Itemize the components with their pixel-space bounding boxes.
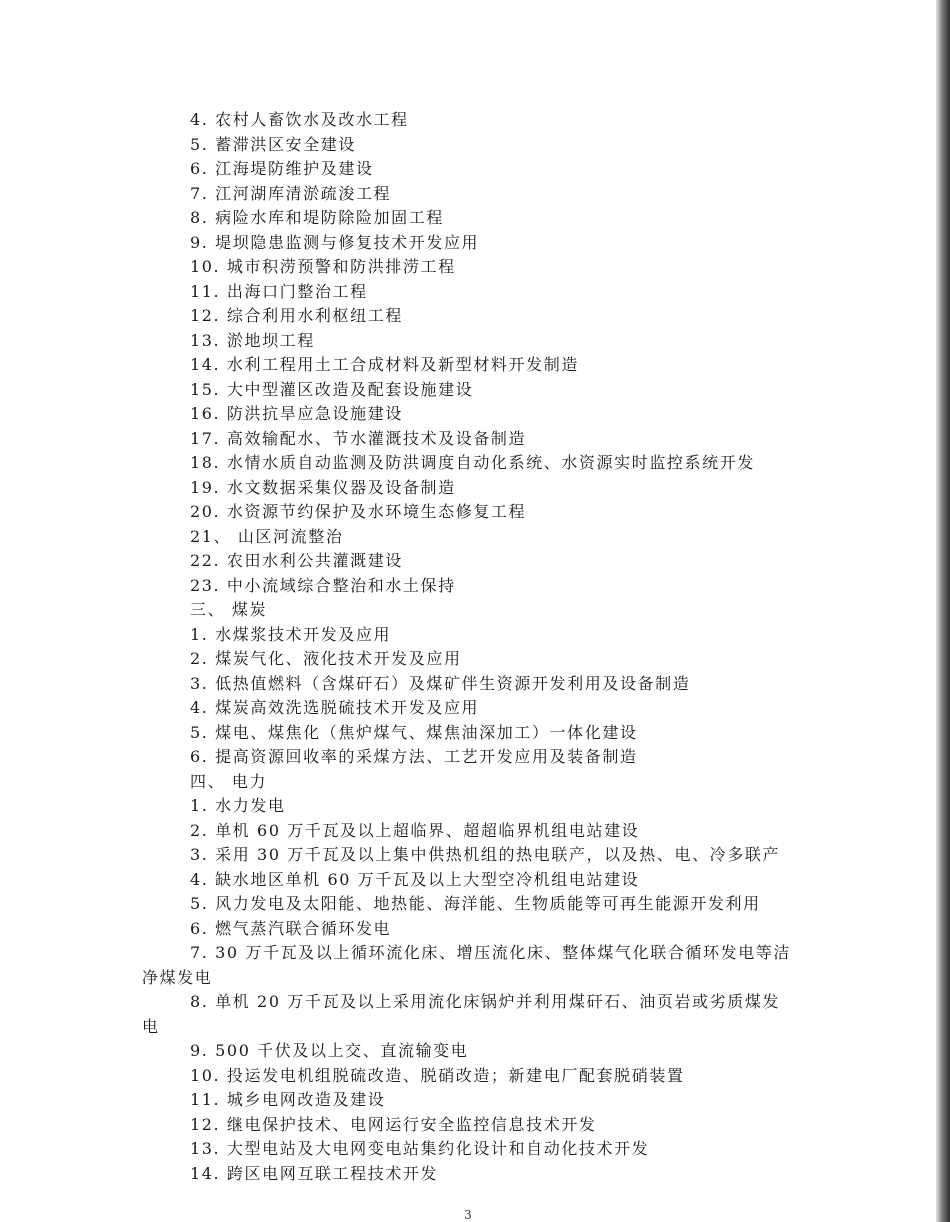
text-line: 四、 电力 [190,771,268,791]
text-line: 12. 综合利用水利枢纽工程 [190,306,403,325]
text-line: 16. 防洪抗旱应急设施建设 [190,404,403,423]
text-line: 5. 风力发电及太阳能、地热能、海洋能、生物质能等可再生能源开发利用 [190,894,761,913]
text-line: 7. 江河湖库清淤疏浚工程 [190,183,392,203]
text-line: 3. 低热值燃料（含煤矸石）及煤矿伴生资源开发利用及设备制造 [190,673,691,693]
text-line: 2. 煤炭气化、液化技术开发及应用 [190,649,462,668]
text-line: 1. 水煤浆技术开发及应用 [190,624,392,644]
text-line: 5. 煤电、煤焦化（焦炉煤气、煤焦油深加工）一体化建设 [190,722,638,742]
text-line: 7. 30 万千瓦及以上循环流化床、增压流化床、整体煤气化联合循环发电等洁净煤发电 [142,943,791,987]
text-line: 21、 山区河流整治 [190,526,344,546]
text-line: 13. 淤地坝工程 [190,330,315,350]
text-line: 8. 单机 20 万千瓦及以上采用流化床锅炉并利用煤矸石、油页岩或劣质煤发电 [142,992,781,1036]
text-line: 6. 提高资源回收率的采煤方法、工艺开发应用及装备制造 [190,747,638,766]
page-number: 3 [464,1208,472,1222]
text-line: 9. 500 千伏及以上交、直流输变电 [190,1041,469,1060]
text-line: 10. 投运发电机组脱硫改造、脱硝改造；新建电厂配套脱硝装置 [190,1065,685,1085]
text-line: 23. 中小流域综合整治和水土保持 [190,575,456,595]
text-line: 14. 跨区电网互联工程技术开发 [190,1163,439,1183]
text-line: 10. 城市积涝预警和防洪排涝工程 [190,257,456,276]
document-body [142,108,802,1186]
text-line: 8. 病险水库和堤防除险加固工程 [190,208,444,227]
text-line: 4. 煤炭高效洗选脱硫技术开发及应用 [190,698,480,717]
text-line: 4. 缺水地区单机 60 万千瓦及以上大型空冷机组电站建设 [190,869,640,889]
text-line: 20. 水资源节约保护及水环境生态修复工程 [190,502,527,521]
text-line: 9. 堤坝隐患监测与修复技术开发应用 [190,232,480,252]
text-line: 6. 燃气蒸汽联合循环发电 [190,918,392,938]
text-line: 1. 水力发电 [190,796,286,815]
text-line: 22. 农田水利公共灌溉建设 [190,551,403,570]
text-line: 3. 采用 30 万千瓦及以上集中供热机组的热电联产，以及热、电、冷多联产 [190,845,781,864]
text-line: 15. 大中型灌区改造及配套设施建设 [190,379,474,399]
text-line: 13. 大型电站及大电网变电站集约化设计和自动化技术开发 [190,1139,650,1158]
text-line: 4. 农村人畜饮水及改水工程 [190,110,409,129]
text-line: 14. 水利工程用土工合成材料及新型材料开发制造 [190,355,579,374]
text-line: 17. 高效输配水、节水灌溉技术及设备制造 [190,428,527,448]
text-line: 19. 水文数据采集仪器及设备制造 [190,477,456,497]
text-line: 11. 出海口门整治工程 [190,281,368,301]
text-line: 12. 继电保护技术、电网运行安全监控信息技术开发 [190,1114,597,1134]
page-edge-shadow [936,0,950,1222]
text-line: 6. 江海堤防维护及建设 [190,159,374,178]
text-line: 三、 煤炭 [190,600,268,619]
text-line: 18. 水情水质自动监测及防洪调度自动化系统、水资源实时监控系统开发 [190,453,755,472]
text-line: 11. 城乡电网改造及建设 [190,1090,386,1109]
text-line: 5. 蓄滞洪区安全建设 [190,134,356,154]
text-line: 2. 单机 60 万千瓦及以上超临界、超超临界机组电站建设 [190,820,640,840]
